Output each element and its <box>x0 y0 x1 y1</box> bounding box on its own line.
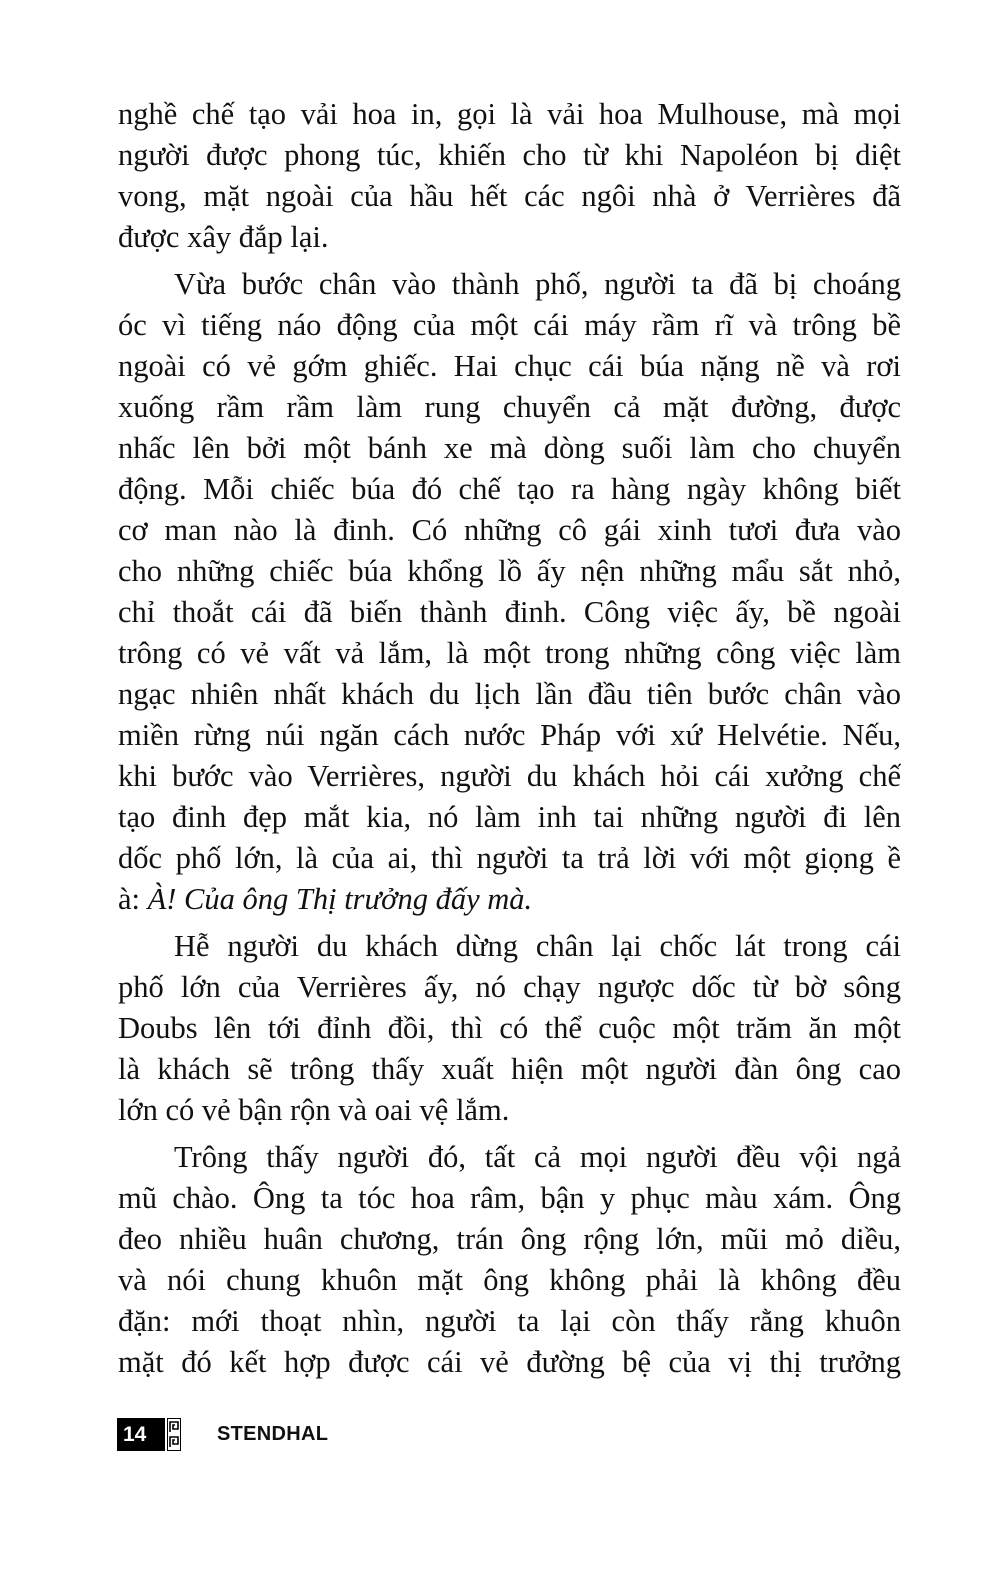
text-line-content: à: <box>118 882 148 916</box>
text-line-content: cho những chiếc búa khổng lồ ấy nện những mẩu sắt nhỏ, <box>118 554 901 588</box>
running-head-author: STENDHAL <box>217 1422 329 1445</box>
text-line <box>118 756 901 797</box>
text-line-content: người được phong túc, khiến cho từ khi Napoléon bị diệt <box>118 138 901 172</box>
text-line-content: được xây đắp lại. <box>118 220 329 254</box>
text-line-content: chỉ thoắt cái đã biến thành đinh. Công việc ấy, bề ngoài <box>118 595 901 629</box>
text-line-content: đặn: mới thoạt nhìn, người ta lại còn thấy rằng khuôn <box>118 1304 901 1338</box>
text-line <box>118 1301 901 1342</box>
text-line <box>118 346 901 387</box>
text-line-content: nghề chế tạo vải hoa in, gọi là vải hoa Mulhouse, mà mọi <box>118 97 901 131</box>
text-line <box>118 469 901 510</box>
text-line <box>118 1008 901 1049</box>
text-line-content: mặt đó kết hợp được cái vẻ đường bệ của vị thị trưởng <box>118 1345 901 1379</box>
page-footer <box>117 1417 328 1451</box>
text-line <box>118 428 901 469</box>
text-line <box>118 926 901 967</box>
text-line-content: óc vì tiếng náo động của một cái máy rầm rĩ và trông bề <box>118 308 901 342</box>
text-line-content: Trông thấy người đó, tất cả mọi người đều vội ngả <box>174 1140 901 1174</box>
text-line-content: Hễ người du khách dừng chân lại chốc lát trong cái <box>174 929 901 963</box>
text-line-content: vong, mặt ngoài của hầu hết các ngôi nhà ở Verrières đã <box>118 179 901 213</box>
text-line <box>118 838 901 879</box>
text-line <box>118 715 901 756</box>
text-line-content: Doubs lên tới đỉnh đồi, thì có thể cuộc một trăm ăn một <box>118 1011 901 1045</box>
body-text <box>118 94 901 1389</box>
page-number: 14 <box>117 1418 165 1451</box>
text-line-content: trông có vẻ vất vả lắm, là một trong những công việc làm <box>118 636 901 670</box>
text-line <box>118 94 901 135</box>
text-line <box>118 592 901 633</box>
text-line <box>118 305 901 346</box>
paragraph <box>118 1137 901 1383</box>
text-line <box>118 1219 901 1260</box>
text-line <box>118 1342 901 1383</box>
text-line <box>118 551 901 592</box>
text-line <box>118 797 901 838</box>
text-line <box>118 1260 901 1301</box>
text-line-content: và nói chung khuôn mặt ông không phải là không đều <box>118 1263 901 1297</box>
text-line-content: đeo nhiều huân chương, trán ông rộng lớn, mũi mỏ diều, <box>118 1222 901 1256</box>
text-line-content: Vừa bước chân vào thành phố, người ta đã bị choáng <box>174 267 901 301</box>
text-line <box>118 1049 901 1090</box>
text-line <box>118 967 901 1008</box>
text-line-content: ngạc nhiên nhất khách du lịch lần đầu tiên bước chân vào <box>118 677 901 711</box>
text-line <box>118 879 901 920</box>
text-line-content: mũ chào. Ông ta tóc hoa râm, bận y phục màu xám. Ông <box>118 1181 901 1215</box>
text-line-content: động. Mỗi chiếc búa đó chế tạo ra hàng ngày không biết <box>118 472 901 506</box>
text-line <box>118 1090 901 1131</box>
text-line-content: khi bước vào Verrières, người du khách hỏi cái xưởng chế <box>118 759 901 793</box>
text-line-content: nhấc lên bởi một bánh xe mà dòng suối làm cho chuyển <box>118 431 901 465</box>
text-line <box>118 1178 901 1219</box>
text-line-content: dốc phố lớn, là của ai, thì người ta trả lời với một giọng ề <box>118 841 901 875</box>
text-line-content: ngoài có vẻ gớm ghiếc. Hai chục cái búa nặng nề và rơi <box>118 349 901 383</box>
text-line-content: cơ man nào là đinh. Có những cô gái xinh tươi đưa vào <box>118 513 901 547</box>
text-line-content: là khách sẽ trông thấy xuất hiện một người đàn ông cao <box>118 1052 901 1086</box>
text-line-content: tạo đinh đẹp mắt kia, nó làm inh tai những người đi lên <box>118 800 901 834</box>
text-line-content: xuống rầm rầm làm rung chuyển cả mặt đường, được <box>118 390 901 424</box>
text-line <box>118 176 901 217</box>
text-line-content: phố lớn của Verrières ấy, nó chạy ngược dốc từ bờ sông <box>118 970 901 1004</box>
text-line <box>118 387 901 428</box>
paragraph <box>118 264 901 920</box>
text-line <box>118 217 901 258</box>
text-line <box>118 264 901 305</box>
text-line <box>118 510 901 551</box>
text-line-content: lớn có vẻ bận rộn và oai vệ lắm. <box>118 1093 510 1127</box>
paragraph <box>118 926 901 1131</box>
text-line <box>118 674 901 715</box>
text-line <box>118 135 901 176</box>
text-line <box>118 633 901 674</box>
text-line-content: miền rừng núi ngăn cách nước Pháp với xứ Helvétie. Nếu, <box>118 718 901 752</box>
meander-ornament-icon <box>167 1418 181 1451</box>
text-line <box>118 1137 901 1178</box>
paragraph <box>118 94 901 258</box>
italic-quote: À! Của ông Thị trưởng đấy mà. <box>147 882 533 916</box>
